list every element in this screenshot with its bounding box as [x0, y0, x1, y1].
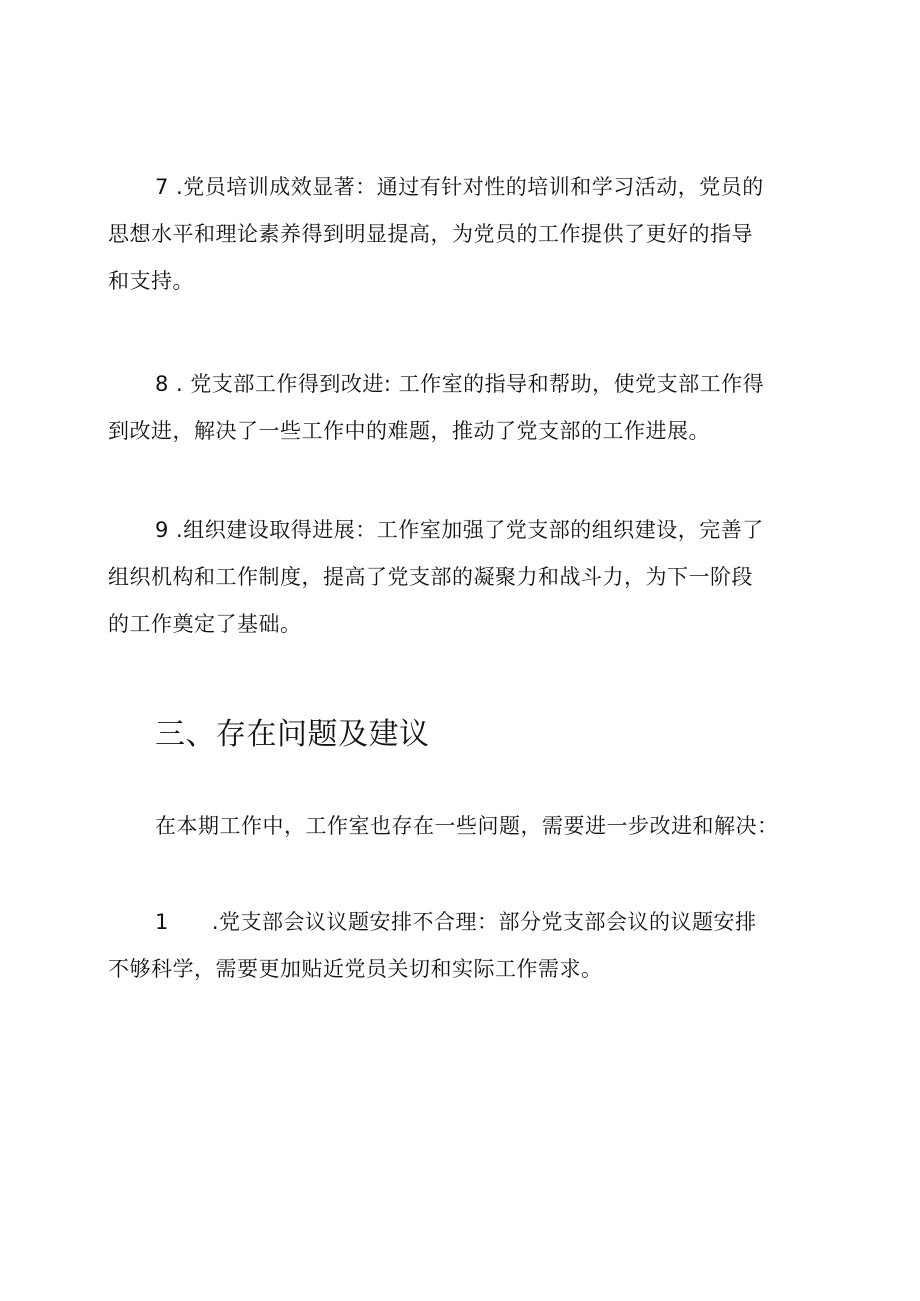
- item-7-line-2: 思想水平和理论素养得到明显提高，为党员的工作提供了更好的指导: [108, 222, 753, 246]
- item-7-line-1: 7 .党员培训成效显著：通过有针对性的培训和学习活动，党员的: [155, 175, 764, 199]
- section-3-heading: 三、存在问题及建议: [155, 717, 430, 752]
- item-8-line-2: 到改进，解决了一些工作中的难题，推动了党支部的工作进展。: [108, 419, 710, 443]
- item-7-paragraph: [108, 164, 814, 305]
- item-8-line-1: 8 . 党支部工作得到改进: 工作室的指导和帮助，使党支部工作得: [155, 372, 765, 396]
- issue-1-line-2: 不够科学，需要更加贴近党员关切和实际工作需求。: [108, 957, 603, 981]
- item-7-line-3: 和支持。: [108, 269, 194, 293]
- item-8-paragraph: [108, 361, 814, 455]
- item-9-line-1: 9 .组织建设取得进展：工作室加强了党支部的组织建设，完善了: [155, 518, 764, 542]
- issue-1-paragraph: [108, 899, 814, 993]
- intro-paragraph: [108, 803, 814, 850]
- intro-line: 在本期工作中，工作室也存在一些问题，需要进一步改进和解决：: [155, 814, 779, 838]
- item-9-line-2: 组织机构和工作制度，提高了党支部的凝聚力和战斗力，为下一阶段: [108, 565, 753, 589]
- item-9-line-3: 的工作奠定了基础。: [108, 612, 302, 636]
- issue-1-line-1: 1 .党支部会议议题安排不合理：部分党支部会议的议题安排: [155, 910, 757, 934]
- item-9-paragraph: [108, 507, 814, 648]
